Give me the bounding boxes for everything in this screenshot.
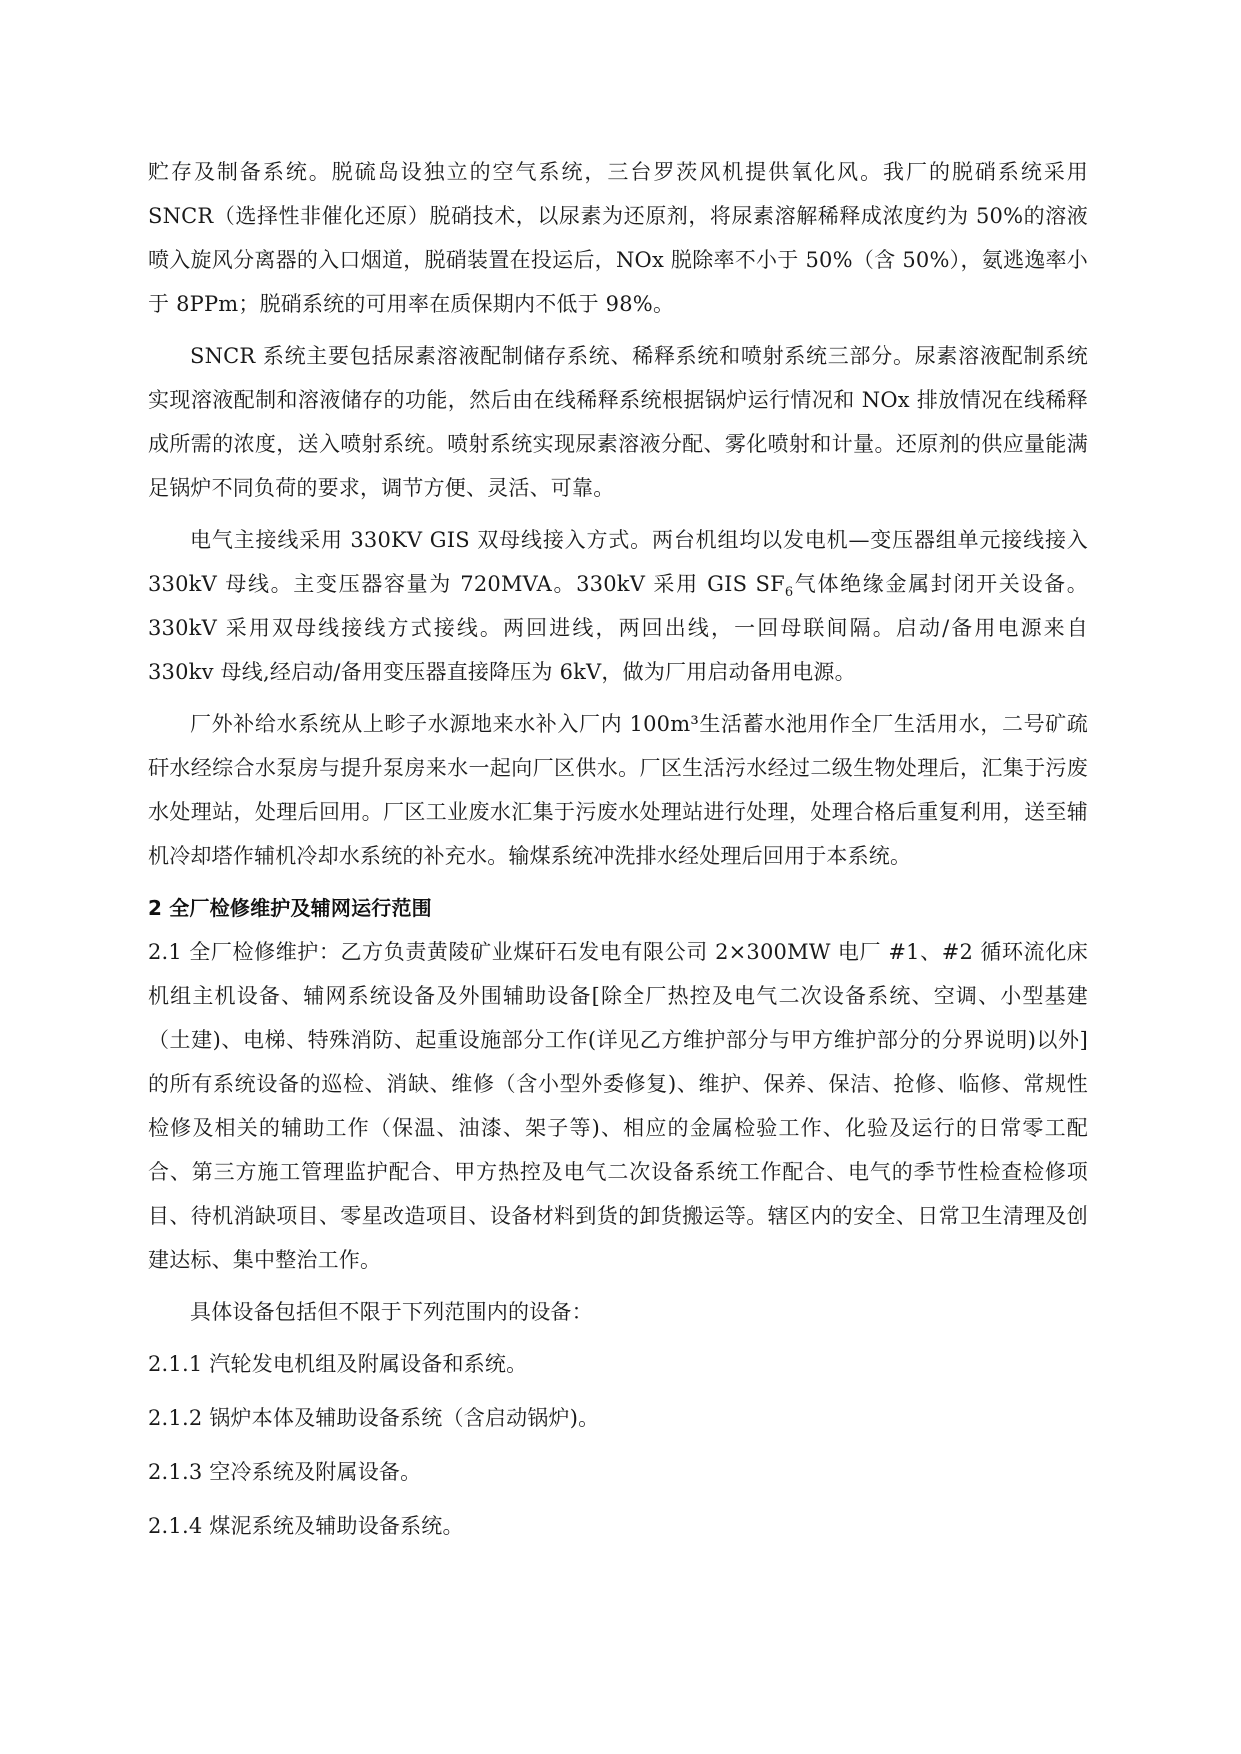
section-heading: 2 全厂检修维护及辅网运行范围 [148, 896, 432, 920]
paragraph-electrical-wiring [148, 518, 1088, 694]
paragraph-2-1-maintenance-scope: 2.1 全厂检修维护：乙方负责黄陵矿业煤矸石发电有限公司 2×300MW 电厂 #1、#2 循环流化床机组主机设备、辅网系统设备及外围辅助设备[除全厂热控及电气二次设备系统、空调、小型基建（土建)、电梯、特殊消防、起重设施部分工作(详见乙方维护部分与甲方维护部分的分界说明)以外]的所有系统设备的巡检、消缺、维修（含小型外委修复)、维护、保养、保洁、抢修、临修、常规性检修及相关的辅助工作（保温、油漆、架子等)、相应的金属检验工作、化验及运行的日常零工配合、第三方施工管理监护配合、甲方热控及电气二次设备系统工作配合、电气的季节性检查检修项目、待机消缺项目、零星改造项目、设备材料到货的卸货搬运等。辖区内的安全、日常卫生清理及创建达标、集中整治工作。 [148, 940, 1088, 1272]
document-body [148, 150, 1088, 1558]
paragraph-desulfurization-denitrification: 贮存及制备系统。脱硫岛设独立的空气系统，三台罗茨风机提供氧化风。我厂的脱硝系统采用 SNCR（选择性非催化还原）脱硝技术，以尿素为还原剂，将尿素溶解稀释成浓度约为 50%的溶液喷入旋风分离器的入口烟道，脱硝装置在投运后，NOx 脱除率不小于 50%（含 50%），氨逃逸率小于 8PPm；脱硝系统的可用率在质保期内不低于 98%。 [148, 160, 1088, 316]
paragraph-sncr-system: SNCR 系统主要包括尿素溶液配制储存系统、稀释系统和喷射系统三部分。尿素溶液配制系统实现溶液配制和溶液储存的功能，然后由在线稀释系统根据锅炉运行情况和 NOx 排放情况在线稀释成所需的浓度，送入喷射系统。喷射系统实现尿素溶液分配、雾化喷射和计量。还原剂的供应量能满足锅炉不同负荷的要求，调节方便、灵活、可靠。 [148, 344, 1088, 500]
electrical-text-part-1: 电气主接线采用 330KV GIS 双母线接入方式。两台机组均以发电机—变压器组单元接线接入 330kV 母线。主变压器容量为 720MVA。330kV 采用 GIS SF [148, 528, 1088, 596]
paragraph-scope-intro: 具体设备包括但不限于下列范围内的设备： [190, 1300, 593, 1324]
list-item: 2.1.2 锅炉本体及辅助设备系统（含启动锅炉)。 [148, 1406, 600, 1430]
paragraph-water-supply: 厂外补给水系统从上畛子水源地来水补入厂内 100m³生活蓄水池用作全厂生活用水，二号矿疏矸水经综合水泵房与提升泵房来水一起向厂区供水。厂区生活污水经过二级生物处理后，汇集于污废水处理站，处理后回用。厂区工业废水汇集于污废水处理站进行处理，处理合格后重复利用，送至辅机冷却塔作辅机冷却水系统的补充水。输煤系统冲洗排水经处理后回用于本系统。 [148, 712, 1088, 868]
list-item: 2.1.4 煤泥系统及辅助设备系统。 [148, 1514, 464, 1538]
sf6-subscript: 6 [784, 585, 794, 601]
electrical-text-part-2: 气体绝缘金属封闭开关设备。330kV 采用双母线接线方式接线。两回进线，两回出线，一回母联间隔。启动/备用电源来自 330kv 母线,经启动/备用变压器直接降压为 6kV，做为厂用启动备用电源。 [148, 572, 1088, 684]
list-item: 2.1.3 空冷系统及附属设备。 [148, 1460, 422, 1484]
list-item: 2.1.1 汽轮发电机组及附属设备和系统。 [148, 1352, 528, 1376]
